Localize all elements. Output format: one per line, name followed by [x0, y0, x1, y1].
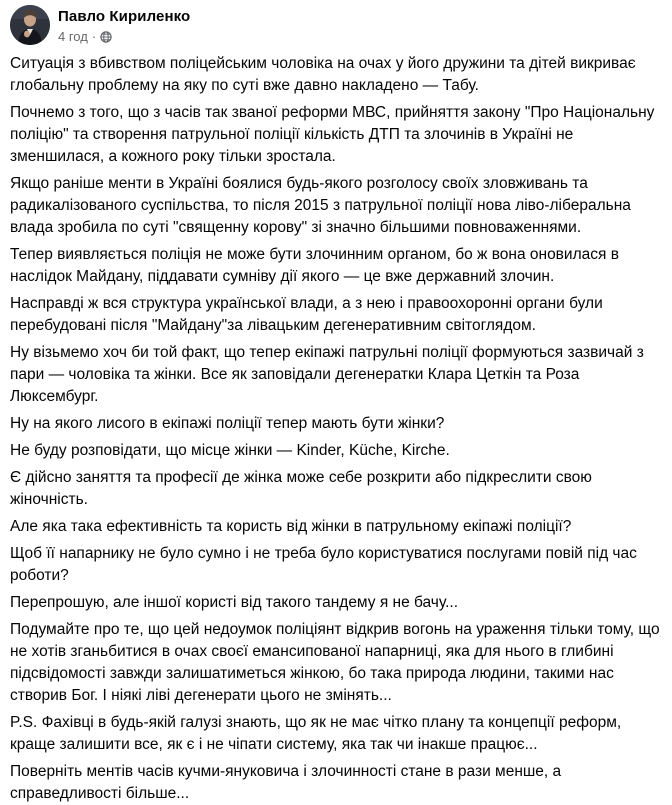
post-paragraph: Подумайте про те, що цей недоумок поліціянт відкрив вогонь на ураження тільки тому, що не хотів зганьбитися в очах своєї емансипованої напарниці, яка для нього в глибині підсвідомості завжди залишатиметься жінкою, бо така природа людини, такими нас створив Бог. І ніякі ліві дегенерати цього не змінять... [10, 621, 664, 704]
post-paragraph: P.S. Фахівці в будь-якій галузі знають, що як не має чітко плану та концепції реформ, краще залишити все, як є і не чіпати систему, яка так чи інакше працює... [10, 714, 626, 753]
post-paragraph: Є дійсно заняття та професії де жінка може себе розкрити або підкреслити свою жіночність. [10, 469, 597, 508]
post-paragraph: Не буду розповідати, що місце жінки — Kinder, Küche, Kirche. [10, 442, 450, 459]
avatar[interactable] [10, 5, 50, 45]
post-paragraph: Перепрошую, але іншої користі від такого тандему я не бачу... [10, 594, 459, 611]
post-paragraph: Щоб її напарнику не було сумно і не треба було користуватися послугами повій під час роботи? [10, 545, 642, 584]
author-name[interactable]: Павло Кириленко [58, 8, 191, 25]
post-paragraph: Але яка така ефективність та користь від жінки в патрульному екіпажі поліції? [10, 518, 572, 535]
post-body [0, 49, 672, 805]
post-paragraph: Почнемо з того, що з часів так званої реформи МВС, прийняття закону "Про Національну поліцію" та створення патрульної поліції кількість ДТП та злочинів в Україні не зменшилася, а кожного року тільки зростала. [10, 104, 659, 165]
header-info [58, 5, 190, 45]
meta-separator: · [91, 29, 97, 44]
post-paragraph: Ну візьмемо хоч би той факт, що тепер екіпажі патрульні поліції формуються зазвичай з пари — чоловіка та жінки. Все як заповідали дегенератки Клара Цеткін та Роза Люксембург. [10, 344, 649, 405]
post-meta [58, 29, 190, 45]
post-paragraph: Ситуація з вбивством поліцейським чоловіка на очах у його дружини та дітей викриває глобальну проблему на яку по суті вже давно накладено — Табу. [10, 55, 640, 94]
post-paragraph: Якщо раніше менти в Україні боялися будь-якого розголосу своїх зловживань та радикалізованого суспільства, то після 2015 з патрульної поліції нова ліво-ліберальна влада зробила по суті "священну корову" зі значно більшими повноваженнями. [10, 175, 636, 236]
post-header [0, 0, 672, 49]
globe-public-icon [100, 31, 112, 43]
post-paragraph: Насправді ж вся структура української влади, а з нею і правоохоронні органи були перебудовані після "Майдану"за лівацьким дегенеративним світоглядом. [10, 295, 608, 334]
post-paragraph: Поверніть ментів часів кучми-януковича і злочинності стане в рази менше, а справедливості більше... [10, 763, 566, 802]
post-paragraph: Тепер виявляється поліція не може бути злочинним органом, бо ж вона оновилася в наслідок Майдану, піддавати сумніву дії якого — це вже державний злочин. [10, 246, 624, 285]
post-paragraph: Ну на якого лисого в екіпажі поліції тепер мають бути жінки? [10, 415, 445, 432]
timestamp[interactable]: 4 год [58, 29, 88, 44]
avatar-portrait-image [10, 5, 50, 45]
